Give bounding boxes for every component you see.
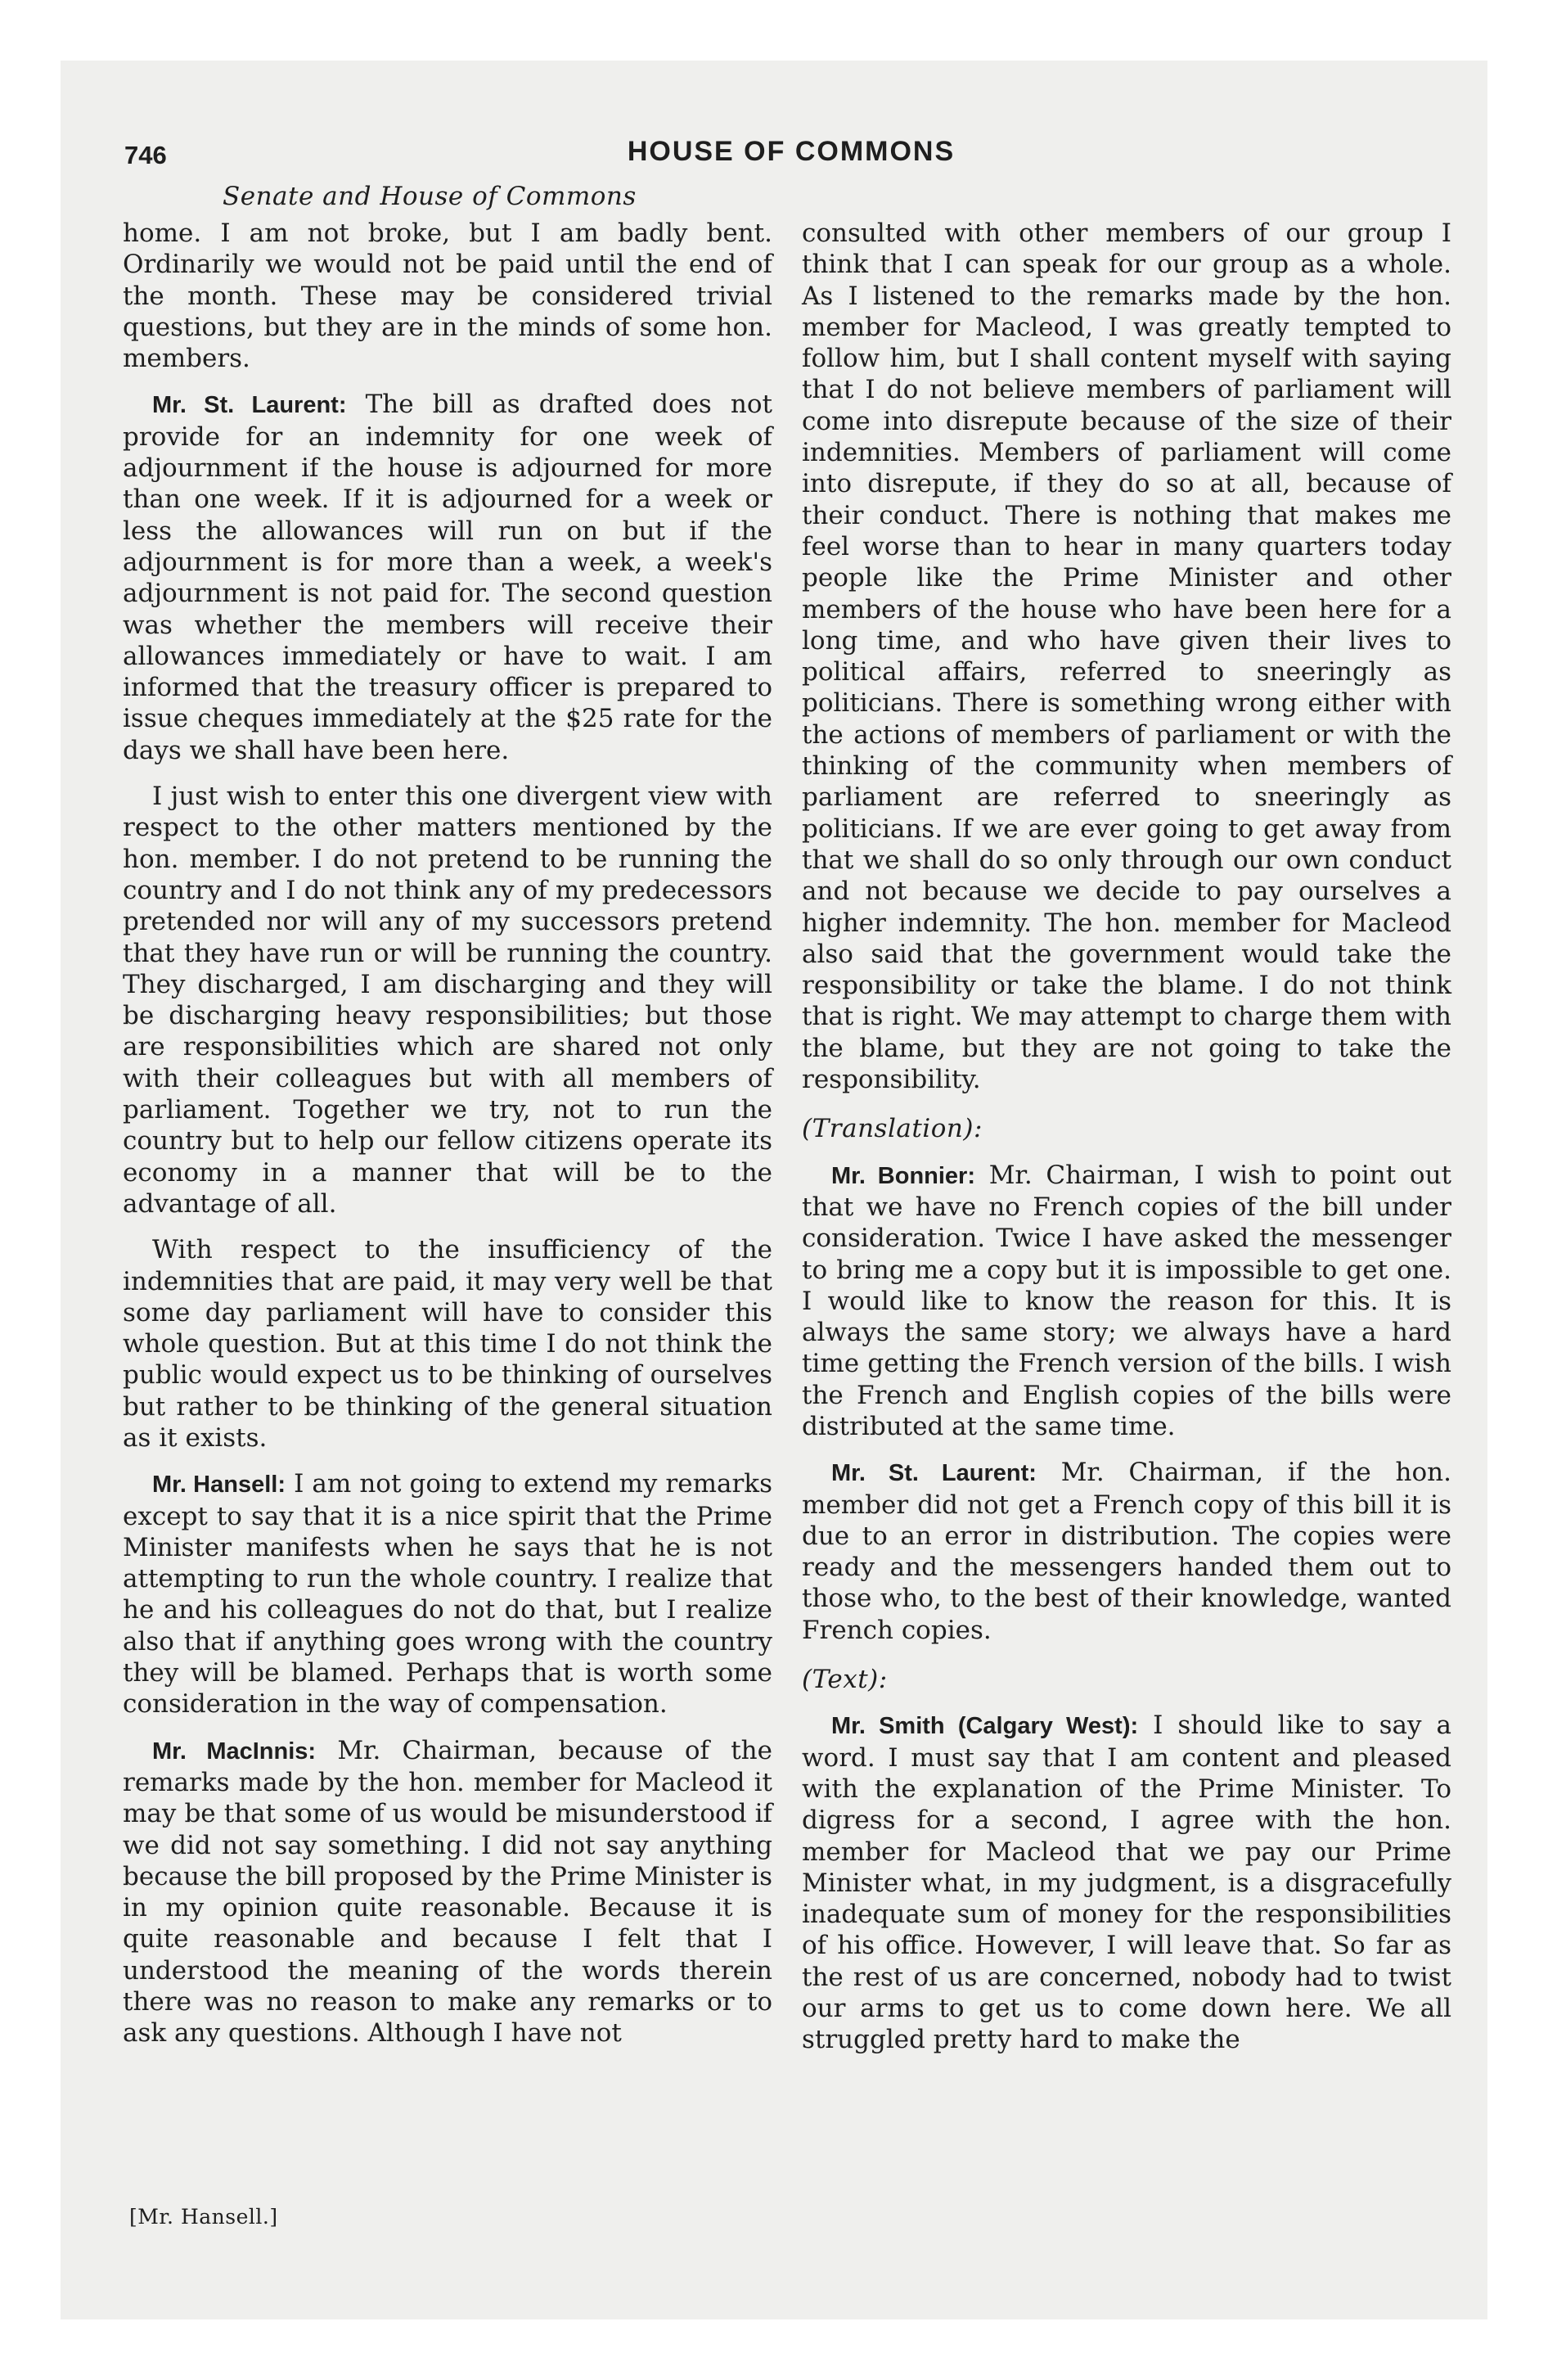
paragraph — [123, 1234, 772, 1454]
speech-bonnier — [802, 1160, 1451, 1443]
paragraph-continued — [802, 218, 1451, 1095]
running-title: HOUSE OF COMMONS — [627, 136, 956, 167]
paragraph-text: Mr. Chairman, if the hon. member did not get a French copy of this bill it is due to an error in distribution. The copies were ready and the messengers handed them out to those who, to the best of their knowledge, wanted French copies. — [802, 1458, 1451, 1645]
translation-label — [802, 1113, 1451, 1144]
footnote: [Mr. Hansell.] — [129, 2205, 278, 2229]
paragraph-text: consulted with other members of our group I think that I can speak for our group as a whole. As I listened to the remarks made by the hon. member for Macleod, I was greatly tempted to follow him, but I shall content myself with saying that I do not believe members of parliament will come into disrepute because of the size of their indemnities. Members of parliament will come into disrepute, if they do so at all, because of their conduct. There is nothing that makes me feel worse than to hear in many quarters today people like the Prime Minister and other members of the house who have been here for a long time, and who have given their lives to political affairs, referred to sneeringly as politicians. There is something wrong either with the actions of members of parliament or with the thinking of the community when members of parliament are referred to sneeringly as politicians. If we are ever going to get away from that we shall do so only through our own conduct and not because we decide to pay ourselves a higher indemnity. The hon. member for Macleod also said that the government would take the responsibility or take the blame. I do not think that is right. We may attempt to charge them with the blame, but they are not going to take the responsibility. — [802, 219, 1451, 1095]
left-column — [123, 218, 772, 2049]
speech-hansell — [123, 1468, 772, 1720]
paragraph-text: I just wish to enter this one divergent view with respect to the other matters mentioned by the hon. member. I do not pretend to be running the country and I do not think any of my predecessors pretended nor will any of my successors pretend that they have run or will be running the country. They discharged, I am discharging and they will be discharging heavy responsibilities; but those are responsibilities which are shared not only with their colleagues but with all members of parliament. Together we try, not to run the country but to help our fellow citizens operate its economy in a manner that will be to the advantage of all. — [123, 782, 772, 1219]
speech-st-laurent — [123, 389, 772, 766]
page-header — [124, 136, 1458, 182]
text-label — [802, 1664, 1451, 1695]
speech-smith — [802, 1710, 1451, 2055]
speaker-name: Mr. St. Laurent: — [152, 392, 347, 419]
paragraph-text: home. I am not broke, but I am badly bent. Ordinarily we would not be paid until the end of the month. These may be considered trivial questions, but they are in the minds of some hon. members. — [123, 219, 772, 374]
speaker-name: Mr. Smith (Calgary West): — [831, 1713, 1139, 1740]
speaker-name: Mr. Hansell: — [152, 1472, 286, 1499]
speaker-name: Mr. St. Laurent: — [831, 1460, 1037, 1487]
page-number: 746 — [124, 141, 167, 169]
paragraph-continued — [123, 218, 772, 374]
paragraph-text: Mr. Chairman, I wish to point out that we have no French copies of the bill under consideration. Twice I have asked the messenger to bring me a copy but it is impossible to get one. I would like to know the reason for this. It is always the same story; we always have a hard time getting the French version of the bills. I wish the French and English copies of the bills were distributed at the same time. — [802, 1160, 1451, 1441]
paragraph — [123, 781, 772, 1219]
paragraph-text: I am not going to extend my remarks except to say that it is a nice spirit that the Prime Minister manifests when he says that he is not attempting to run the whole country. I realize that he and his colleagues do not do that, but I realize also that if anything goes wrong with the country they will be blamed. Perhaps that is worth some consideration in the way of compensation. — [123, 1469, 772, 1720]
speaker-name: Mr. MacInnis: — [152, 1738, 317, 1765]
paragraph-text: The bill as drafted does not provide for an indemnity for one week of adjournment if the house is adjourned for more than one week. If it is adjourned for a week or less the allowances will run on but if the adjournment is for more than a week, a week's adjournment is not paid for. The second question was whether the members will receive their allowances immediately or have to wait. I am informed that the treasury officer is prepared to issue cheques immediately at the $25 rate for the days we shall have been here. — [123, 390, 772, 765]
paragraph-text: I should like to say a word. I must say that I am content and pleased with the explanation of the Prime Minister. To digress for a second, I agree with the hon. member for Macleod that we pay our Prime Minister what, in my judgment, is a disgracefully inadequate sum of money for the responsibilities of his office. However, I will leave that. So far as the rest of us are concerned, nobody had to twist our arms to get us to come down here. We all struggled pretty hard to make the — [802, 1711, 1452, 2055]
speaker-name: Mr. Bonnier: — [831, 1162, 975, 1189]
paragraph-text: (Text): — [802, 1665, 888, 1695]
section-subtitle: Senate and House of Commons — [223, 182, 637, 211]
paragraph-text: Mr. Chairman, because of the remarks made by the hon. member for Macleod it may be that some of us would be misunderstood if we did not say something. I did not say anything because the bill proposed by the Prime Minister is in my opinion quite reasonable. Because it is quite reasonable and because I felt that I understood the meaning of the words therein there was no reason to make any remarks or to ask any questions. Although I have not — [123, 1735, 772, 2049]
paragraph-text: (Translation): — [802, 1114, 983, 1144]
speech-st-laurent — [802, 1457, 1451, 1646]
right-column — [802, 218, 1451, 2056]
speech-macinnis — [123, 1735, 772, 2049]
paragraph-text: With respect to the insufficiency of the indemnities that are paid, it may very well be that some day parliament will have to consider this whole question. But at this time I do not think the public would expect us to be thinking of ourselves but rather to be thinking of the general situation as it exists. — [123, 1235, 772, 1453]
